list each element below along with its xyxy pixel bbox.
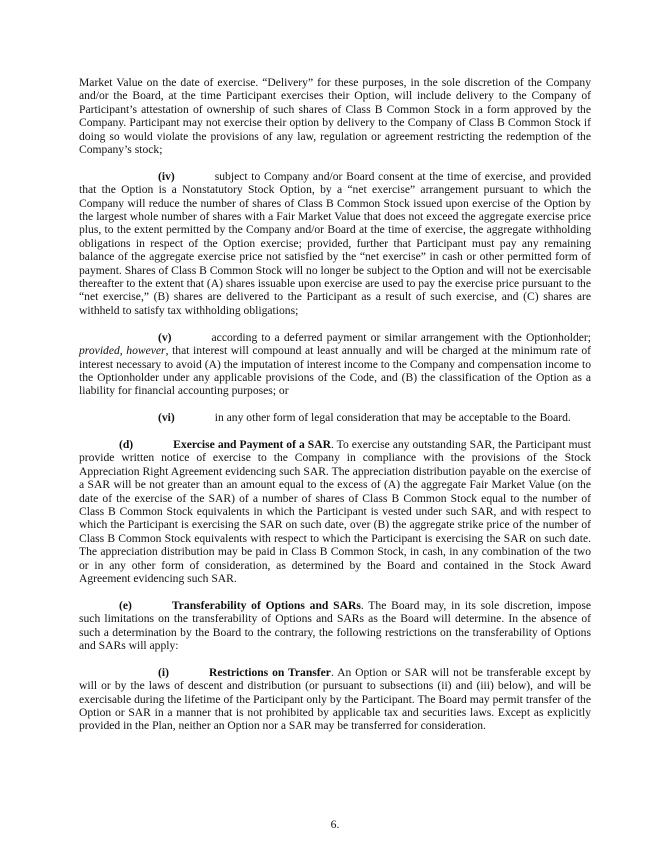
section-heading: Transferability of Options and SARs: [171, 598, 361, 612]
page-number: 6.: [330, 818, 340, 831]
item-number: (iv): [158, 169, 175, 183]
paragraph-i-restrictions: (i) Restrictions on Transfer. An Option or SAR will not be transferable except by will or by the laws of descent and distribution (or pursuant to subsections (ii) and (iii) below), and will be exercisable during the lifetime of the Participant only by the Participant. The Board may permit transfer of the Option or SAR in a manner that is not prohibited by applicable tax and securities laws. Except as explicitly provided in the Plan, neither an Option nor a SAR may be transferred for consideration.: [79, 665, 591, 733]
item-number: (vi): [158, 411, 175, 425]
paragraph-payment-delivery: Market Value on the date of exercise. “Delivery” for these purposes, in the sole discretion of the Company and/or the Board, at the time Participant exercises their Option, will include delivery to the Company of Participant’s attestation of ownership of such shares of Class B Common Stock in a form approved by the Company. Participant may not exercise their option by delivery to the Company of Class B Common Stock if doing so would violate the provisions of any law, regulation or agreement restricting the redemption of the Company’s stock;: [79, 76, 591, 157]
section-heading: Exercise and Payment of a SAR: [173, 437, 331, 451]
paragraph-vi: (vi) in any other form of legal consideration that may be acceptable to the Board.: [158, 411, 571, 425]
item-number: (v): [158, 330, 172, 344]
paragraph-v: (v) according to a deferred payment or similar arrangement with the Optionholder; provided, however, that interest will compound at least annually and will be charged at the minimum rate of interest necessary to avoid (A) the imputation of interest income to the Company and compensation income to the Optionholder under any applicable provisions of the Code, and (B) the classification of the Option as a liability for financial accounting purposes; or: [79, 330, 591, 398]
item-number: (i): [158, 665, 169, 679]
section-d-sar-exercise: (d) Exercise and Payment of a SAR. To exercise any outstanding SAR, the Participant must provide written notice of exercise to the Company in compliance with the provisions of the Stock Appreciation Right Agreement evidencing such SAR. The appreciation distribution payable on the exercise of a SAR will be not greater than an amount equal to the excess of (A) the aggregate Fair Market Value (on the date of the exercise of the SAR) of a number of shares of Class B Common Stock equal to the number of Class B Common Stock equivalents in which the Participant is vested under such SAR, and with respect to which the Participant is exercising the SAR on such date, over (B) the aggregate strike price of the number of Class B Common Stock equivalents with respect to which the Participant is exercising the SAR on such date. The appreciation distribution may be paid in Class B Common Stock, in cash, in any combination of the two or in any other form of consideration, as determined by the Board and contained in the Stock Award Agreement evidencing such SAR.: [79, 437, 591, 585]
section-e-transferability: (e) Transferability of Options and SARs. The Board may, in its sole discretion, impose such limitations on the transferability of Options and SARs as the Board will determine. In the absence of such a determination by the Board to the contrary, the following restrictions on the transferability of Options and SARs will apply:: [79, 598, 591, 652]
item-heading: Restrictions on Transfer: [208, 665, 331, 679]
paragraph-iv: (iv) subject to Company and/or Board consent at the time of exercise, and provided that the Option is a Nonstatutory Stock Option, by a “net exercise” arrangement pursuant to which the Company will reduce the number of shares of Class B Common Stock issued upon exercise of the Option by the largest whole number of shares with a Fair Market Value that does not exceed the aggregate exercise price plus, to the extent permitted by the Company and/or Board at the time of exercise, the aggregate withholding obligations in respect of the Option exercise; provided, further that Participant must pay any remaining balance of the aggregate exercise price not satisfied by the “net exercise” in cash or other permitted form of payment. Shares of Class B Common Stock will no longer be subject to the Option and will not be exercisable thereafter to the extent that (A) shares issuable upon exercise are used to pay the exercise price pursuant to the “net exercise,” (B) shares are delivered to the Participant as a result of such exercise, and (C) shares are withheld to satisfy tax withholding obligations;: [79, 169, 591, 317]
section-number: (e): [119, 598, 132, 612]
body-text: [79, 76, 591, 746]
section-number: (d): [119, 437, 134, 451]
